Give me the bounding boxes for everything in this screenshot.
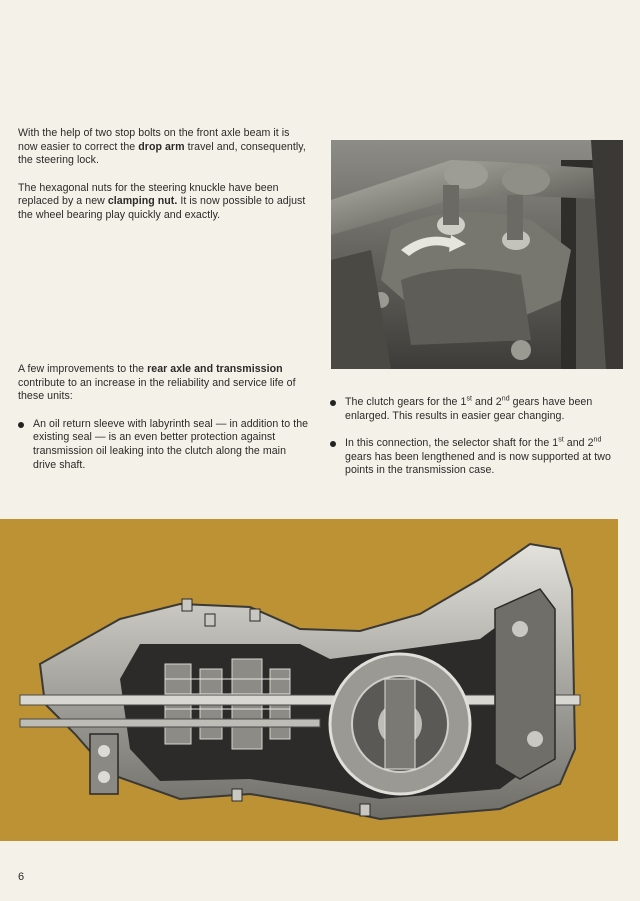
steering-text — [18, 127, 310, 223]
steering-paragraph-1: With the help of two stop bolts on the front axle beam it is now easier to correct the drop arm travel and, consequently, the steering lock. — [18, 127, 306, 167]
bullet-oil-return-sleeve: An oil return sleeve with labyrinth seal — in addition to the existing seal — is an even better protection against transmission oil leaking into the clutch along the main drive shaft. — [18, 418, 310, 472]
clamping-nut-term: clamping nut. — [107, 195, 178, 208]
bullet-dot — [18, 422, 24, 428]
steering-paragraph-2: The hexagonal nuts for the steering knuckle have been replaced by a new clamping nut. It is now possible to adjust the wheel bearing play quickly and exactly. — [18, 181, 306, 221]
transmission-cutaway-illustration — [0, 519, 618, 841]
drop-arm-term: drop arm — [138, 140, 185, 153]
gear-text — [330, 396, 622, 478]
rear-axle-intro: A few improvements to the rear axle and transmission contribute to an increase in the reliability and service life of these units: — [18, 363, 296, 403]
bullet-clutch-gears: The clutch gears for the 1st and 2nd gears have been enlarged. This results in easier gear changing. — [330, 396, 622, 423]
bullet-dot — [330, 441, 336, 447]
bullet-selector-shaft: In this connection, the selector shaft for the 1st and 2nd gears has been lengthened and is now supported at two points in the transmission case. — [330, 437, 622, 478]
rear-axle-term: rear axle and transmission — [147, 363, 283, 375]
rear-axle-text — [18, 363, 310, 472]
steering-knuckle-photo — [331, 140, 623, 369]
bullet-dot — [330, 400, 336, 406]
page-number: 6 — [18, 871, 25, 883]
